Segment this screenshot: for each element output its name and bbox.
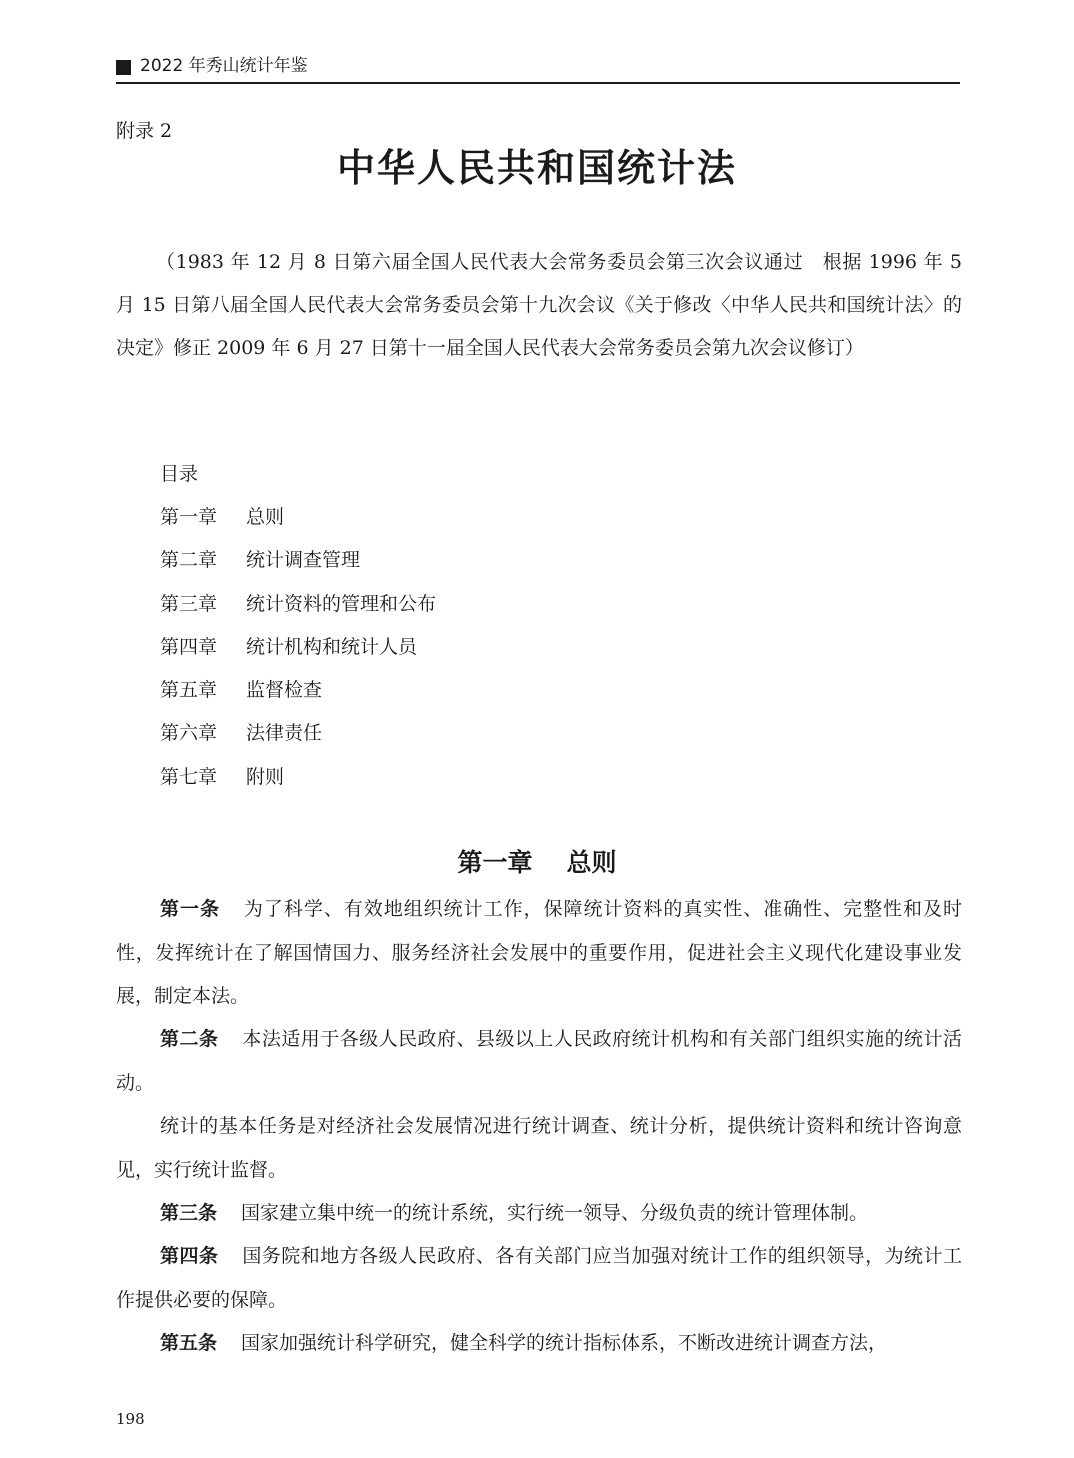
document-title: 中华人民共和国统计法: [336, 146, 737, 190]
toc-item-title: 法律责任: [246, 722, 323, 745]
toc-item: [160, 720, 436, 763]
article-number: 第四条: [160, 1245, 219, 1267]
article-number: 第三条: [160, 1202, 218, 1224]
toc-item-number: 第三章: [160, 592, 218, 615]
toc-item-number: 第四章: [160, 635, 218, 658]
article-paragraph: [116, 1018, 962, 1105]
article-text: 本法适用于各级人民政府、县级以上人民政府统计机构和有关部门组织实施的统计活动。: [116, 1028, 962, 1094]
article-text: 国务院和地方各级人民政府、各有关部门应当加强对统计工作的组织领导，为统计工作提供必要的保障。: [116, 1245, 962, 1311]
page-number: 198: [116, 1410, 145, 1428]
toc-item-title: 统计资料的管理和公布: [246, 592, 437, 615]
running-header: [116, 54, 960, 84]
toc-item: [160, 677, 436, 720]
article-number: 第二条: [160, 1028, 219, 1050]
toc-item-number: 第一章: [160, 506, 218, 528]
toc-item: [160, 547, 436, 590]
article-paragraph: [116, 1322, 962, 1366]
article-paragraph: [116, 1235, 962, 1322]
article-paragraph: [116, 1105, 962, 1192]
article-number: 第一条: [160, 898, 220, 920]
toc-item: [160, 764, 436, 807]
toc-item-title: 附则: [246, 765, 285, 788]
toc-heading: 目录: [160, 463, 199, 485]
toc-item: [160, 504, 436, 547]
header-square-icon: [116, 60, 131, 75]
toc-item-number: 第六章: [160, 722, 218, 745]
preamble: （1983 年 12 月 8 日第六届全国人民代表大会常务委员会第三次会议通过 根据 1996 年 5 月 15 日第八届全国人民代表大会常务委员会第十九次会议《关于修改〈中华人民共和国统计法〉的决定》修正 2009 年 6 月 27 日第十一届全国人民代表大会常务委员会第九次会议修订）: [116, 251, 962, 359]
article-paragraph: [116, 1192, 962, 1236]
chapter-title: 总则: [566, 848, 617, 877]
chapter-number: 第一章: [457, 848, 533, 877]
toc-item-number: 第五章: [160, 679, 218, 702]
toc-item-title: 统计调查管理: [246, 549, 361, 572]
table-of-contents: [160, 504, 436, 807]
toc-item-title: 统计机构和统计人员: [246, 635, 418, 658]
toc-item-number: 第二章: [160, 549, 218, 572]
appendix-label: 附录 2: [116, 120, 173, 142]
toc-item: [160, 591, 436, 634]
article-paragraph: [116, 888, 962, 1019]
toc-item: [160, 634, 436, 677]
article-text: 为了科学、有效地组织统计工作，保障统计资料的真实性、准确性、完整性和及时性，发挥统计在了解国情国力、服务经济社会发展中的重要作用，促进社会主义现代化建设事业发展，制定本法。: [116, 898, 962, 1007]
toc-item-title: 总则: [246, 506, 285, 528]
article-text: 国家建立集中统一的统计系统，实行统一领导、分级负责的统计管理体制。: [241, 1202, 869, 1224]
running-header-title: 2022 年秀山统计年鉴: [140, 56, 308, 76]
article-number: 第五条: [160, 1332, 218, 1354]
article-text: 统计的基本任务是对经济社会发展情况进行统计调查、统计分析，提供统计资料和统计咨询意见，实行统计监督。: [116, 1115, 962, 1181]
article-text: 国家加强统计科学研究，健全科学的统计指标体系，不断改进统计调查方法，: [241, 1332, 888, 1354]
chapter-heading: [0, 843, 1074, 883]
toc-item-title: 监督检查: [246, 679, 323, 702]
toc-item-number: 第七章: [160, 765, 218, 788]
